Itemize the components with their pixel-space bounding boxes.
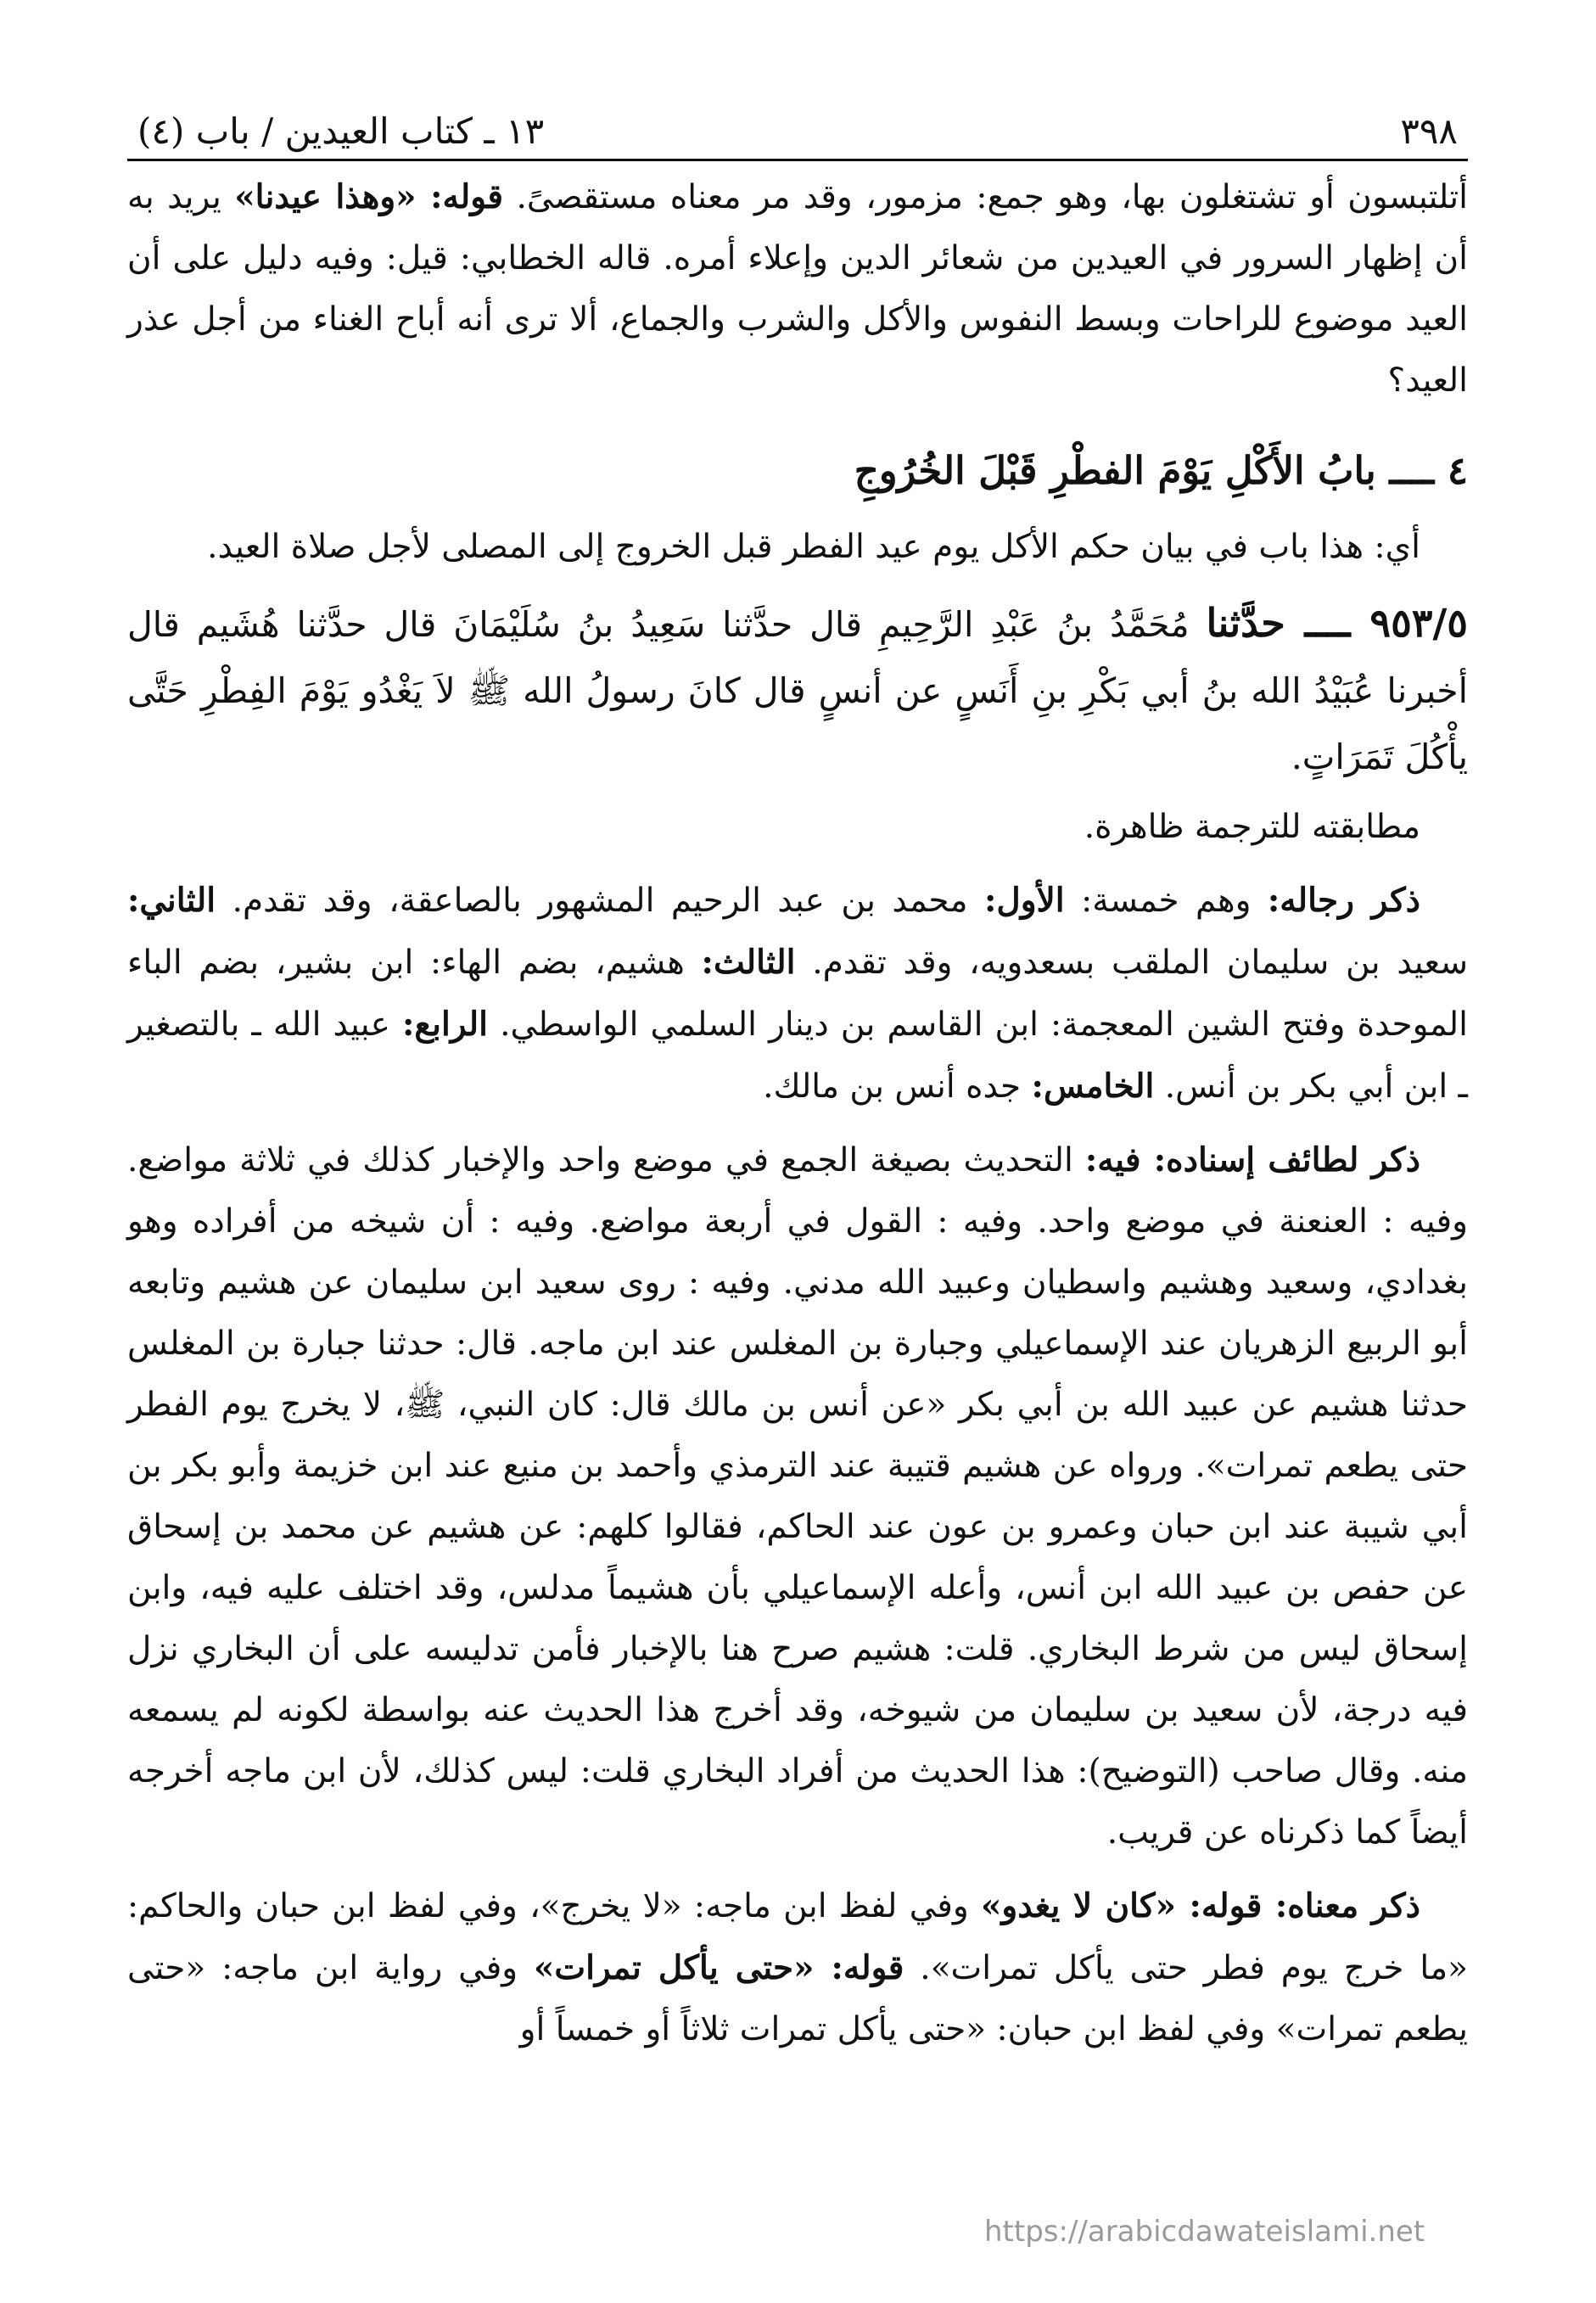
page-header xyxy=(127,110,1468,161)
chapter-title: ٤ ــــ بابُ الأَكْلِ يَوْمَ الفطْرِ قَبْلَ الخُرُوجِ xyxy=(854,448,1468,493)
matching-note: مطابقته للترجمة ظاهرة. xyxy=(1084,808,1420,846)
running-title: ١٣ ـ كتاب العيدين / باب (٤) xyxy=(137,110,545,152)
chapter-intro: أي: هذا باب في بيان حكم الأكل يوم عيد الفطر قبل الخروج إلى المصلى لأجل صلاة العيد. xyxy=(207,528,1420,566)
watermark-url: https://arabicdawateislami.net xyxy=(984,2215,1425,2249)
book-page xyxy=(127,110,1468,2060)
hadith-body: مُحَمَّدُ بنُ عَبْدِ الرَّحِيمِ قال حدَّثنا سَعِيدُ بنُ سُلَيْمَانَ قال حدَّثنا هُشَيم قال أخبرنا عُبَيْدُ الله بنُ أبي بَكْرِ بنِ أَنَسٍ عن أنسٍ قال كانَ رسولُ الله ﷺ لاَ يَغْدُو يَوْمَ الفِطْرِ حَتَّى يأْكُلَ تَمَرَاتٍ. xyxy=(127,604,1468,777)
keyword: الثالث: xyxy=(701,943,796,982)
keyword: الثاني: xyxy=(127,881,216,920)
page-body xyxy=(127,166,1468,2060)
text-segment: يريد به أن إظهار السرور في العيدين من شعائر الدين وإعلاء أمره. قاله الخطابي: قيل: وفيه دليل على أن العيد موضوع للراحات وبسط النفوس والأكل والشرب والجماع، ألا ترى أنه أباح الغناء من أجل عذر العيد؟ xyxy=(127,178,1468,400)
text-segment: وفي لفظ ابن ماجه: «لا يخرج»، وفي لفظ ابن حبان والحاكم: «ما خرج يوم فطر حتى يأكل تمرات». xyxy=(127,1887,1469,1987)
text-segment: جده أنس بن مالك. xyxy=(763,1067,1032,1106)
text-segment: التحديث بصيغة الجمع في موضع واحد والإخبار كذلك في ثلاثة مواضع. وفيه : العنعنة في موضع واحد. وفيه : القول في أربعة مواضع. وفيه : أن شيخه من أفراده وهو بغدادي، وسعيد وهشيم واسطيان وعبيد الله مدني. وفيه : روى سعيد ابن سليمان عن هشيم وتابعه أبو الربيع الزهريان عند الإسماعيلي وجبارة بن المغلس عند ابن ماجه. قال: حدثنا جبارة بن المغلس حدثنا هشيم عن عبيد الله بن أبي بكر «عن أنس بن مالك قال: كان النبي، ﷺ، لا يخرج يوم الفطر حتى يطعم تمرات». ورواه عن هشيم قتيبة عند الترمذي وأحمد بن منيع عند ابن خزيمة وأبو بكر بن أبي شيبة عند ابن حبان وعمرو بن عون عند الحاكم، فقالوا كلهم: عن هشيم عن محمد بن إسحاق عن حفص بن عبيد الله ابن أنس، وأعله الإسماعيلي بأن هشيماً مدلس، وقد اختلف عليه فيه، وابن إسحاق ليس من شرط البخاري. قلت: هشيم صرح هنا بالإخبار فأمن تدليسه على أن البخاري نزل فيه درجة، لأن سعيد بن سليمان من شيوخه، وقد أخرج هذا الحديث عنه بواسطة لكونه لم يسمعه منه. وقال صاحب (التوضيح): هذا الحديث من أفراد البخاري قلت: ليس كذلك، لأن ابن ماجه أخرجه أيضاً كما ذكرناه عن قريب. xyxy=(127,1141,1468,1852)
section-heading: ذكر معناه: قوله: «كان لا يغدو» xyxy=(981,1886,1420,1925)
hadith-number: ٩٥٣/٥ ــــ حدَّثنا xyxy=(1206,600,1468,646)
narrators-section xyxy=(127,870,1468,1118)
text-segment: وفي رواية ابن ماجه: «حتى يطعم تمرات» وفي لفظ ابن حبان: «حتى يأكل تمرات ثلاثاً أو خمساً أو xyxy=(127,1949,1468,2048)
text-segment: محمد بن عبد الرحيم المشهور بالصاعقة، وقد تقدم. xyxy=(216,882,984,920)
text-segment: هشيم، بضم الهاء: ابن بشير، بضم الباء الموحدة وفتح الشين المعجمة: ابن القاسم بن دينار السلمي الواسطي. xyxy=(127,944,1468,1044)
keyword: قوله: «حتى يأكل تمرات» xyxy=(533,1948,904,1987)
meaning-section xyxy=(127,1875,1468,2060)
chain-subtleties-section xyxy=(127,1129,1468,1863)
hadith-text xyxy=(127,590,1468,790)
keyword: الأول: xyxy=(983,881,1065,920)
page-number: ٣٩٨ xyxy=(1400,110,1458,152)
section-heading: ذكر لطائف إسناده: فيه: xyxy=(1084,1140,1421,1180)
opening-paragraph xyxy=(127,166,1468,412)
section-heading: ذكر رجاله: xyxy=(1267,881,1421,920)
keyword: قوله: «وهذا عيدنا» xyxy=(234,177,504,216)
text-segment: سعيد بن سليمان الملقب بسعدويه، وقد تقدم. xyxy=(795,944,1469,982)
text-segment: وهم خمسة: xyxy=(1064,882,1268,920)
keyword: الرابع: xyxy=(401,1005,489,1044)
text-segment: أتلتبسون أو تشتغلون بها، وهو جمع: مزمور، وقد مر معناه مستقصىً. xyxy=(503,178,1468,216)
keyword: الخامس: xyxy=(1031,1067,1155,1106)
text-segment: عبيد الله ـ بالتصغير ـ ابن أبي بكر بن أنس. xyxy=(127,1006,1468,1106)
